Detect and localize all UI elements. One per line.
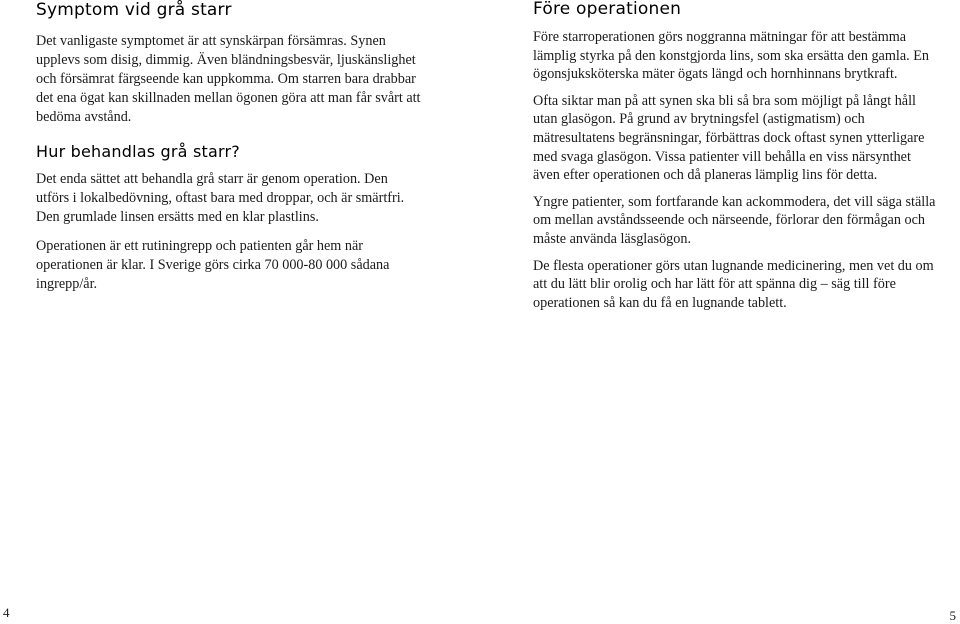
- paragraph-treatment-2: Operationen är ett rutiningrepp och patienten går hem när operationen är klar. I Sverige görs cirka 70 000-80 000 sådana ingrepp/år.: [36, 238, 390, 292]
- subheading-treatment: Hur behandlas grå starr?: [36, 142, 240, 161]
- section-heading-before-operation: Före operationen: [533, 0, 682, 19]
- page-number-left: 4: [3, 605, 10, 620]
- paragraph-symptoms: Det vanligaste symptomet är att synskärpan försämras. Synen upplevs som disig, dimmig. Även bländningsbesvär, ljuskänslighet och försämrat färgseende kan uppkomma. Om starren bara drabbar det ena ögat kan skillnaden mellan ögonen göra att man får svårt att bedöma avstånd.: [36, 33, 421, 125]
- paragraph-measurements: Före starroperationen görs noggranna mätningar för att bestämma lämplig styrka på den konstgjorda lins, som ska ersätta den gamla. En ögonsjuksköterska mäter ögats längd och hornhinnans brytkraft.: [533, 29, 929, 83]
- paragraph-glasses: Ofta siktar man på att synen ska bli så bra som möjligt på långt håll utan glasögon. På grund av brytningsfel (astigmatism) och mätresultatens begränsningar, förbättras dock oftast synen ytterligare med svaga glasögon. Vissa patienter vill behålla en viss närsynthet även efter operationen och då planeras lämplig lins för detta.: [533, 92, 925, 184]
- right-page: [533, 0, 938, 320]
- left-page: [36, 0, 421, 304]
- paragraph-younger-patients: Yngre patienter, som fortfarande kan ackommodera, det vill säga ställa om mellan avståndsseende och närseende, förlorar den förmågan och måste använda läsglasögon.: [533, 193, 936, 247]
- section-heading-symptoms: Symptom vid grå starr: [36, 0, 232, 20]
- paragraph-sedation: De flesta operationer görs utan lugnande medicinering, men vet du om att du lätt blir orolig och har lätt för att spänna dig – säg till före operationen så kan du få en lugnande tablett.: [533, 257, 934, 311]
- page-number-right: 5: [949, 608, 956, 623]
- paragraph-treatment-1: Det enda sättet att behandla grå starr är genom operation. Den utförs i lokalbedövning, oftast bara med droppar, och är smärtfri. Den grumlade linsen ersätts med en klar plastlins.: [36, 171, 405, 225]
